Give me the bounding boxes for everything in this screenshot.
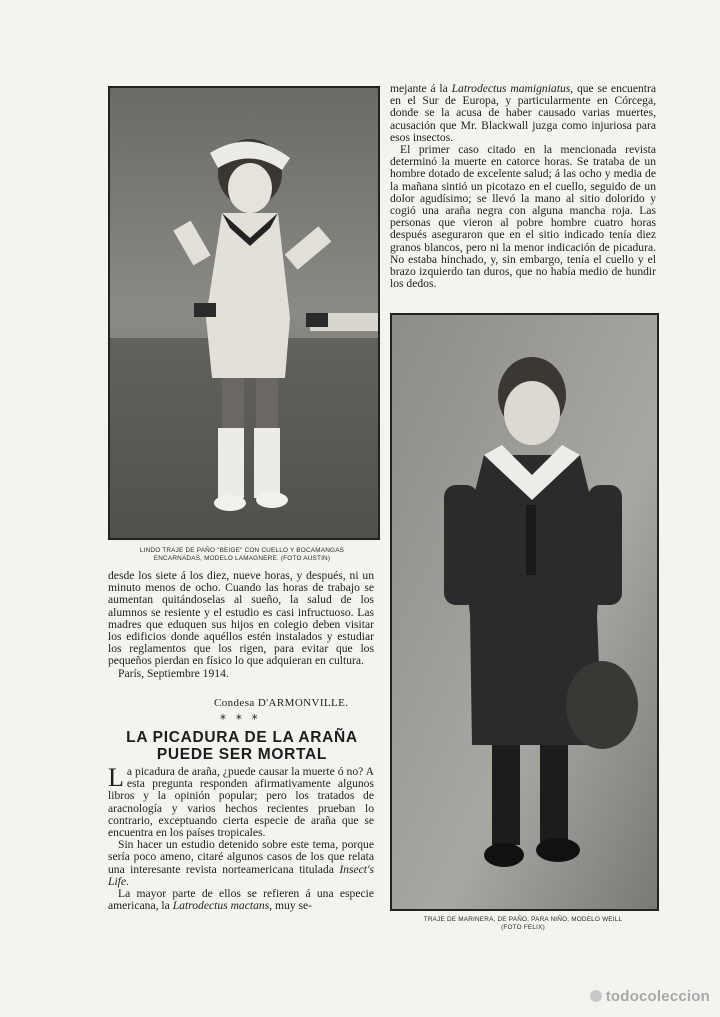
article-body-left (108, 763, 374, 913)
paragraph-schools: desde los siete á los diez, nueve horas, y después, ni un minuto menos de ocho. Cuando las horas de trabajo se aumentan quitándoselas al sueño, la salud de los alumnos se resiente y el estudio es casi infructuoso. Las madres que eduquen sus hijos en colegio deben visitar los edificios donde aquéllos estén instalados y estudiar los reglamentos que los rigen, para evitar que los pequeños pierdan en físico lo que adquieran en cultura. (108, 569, 374, 668)
article-body-right (390, 83, 656, 290)
photo-boy-sailor-suit (390, 313, 659, 911)
boy-caption-line-2: (FOTO FELIX) (501, 924, 545, 931)
paragraph-mamigniatus (390, 83, 656, 144)
boy-caption-line-1: TRAJE DE MARINERA, DE PAÑO, PARA NIÑO, MODELO WEILL (423, 916, 623, 923)
mamigniatus-name: Latrodectus mamigniatus (451, 82, 571, 95)
headline-line-2: PUEDE SER MORTAL (156, 746, 328, 763)
species-name: Latrodectus mactans (172, 899, 270, 913)
drop-cap-letter: L (108, 763, 124, 792)
left-column-text (108, 570, 374, 680)
section-divider-stars: * * * (220, 712, 261, 726)
signature: Condesa D'ARMONVILLE. (214, 697, 349, 709)
species-text-end: , muy se- (269, 899, 313, 913)
intro-text: a picadura de araña, ¿puede causar la muerte ó no? A esta pregunta responden afirmativamente algunos libros y la opinión popular; pero los tratados de aracnología y varios hechos recientes prueban lo contrario, exceptuando cierta especie de araña que se encuentra en los países tropicales. (108, 765, 374, 840)
headline-line-1: LA PICADURA DE LA ARAÑA (126, 729, 358, 746)
watermark-logo-icon (590, 990, 602, 1002)
magazine-text-end: . (126, 874, 129, 888)
mamigniatus-text: mejante á la (390, 82, 452, 95)
species-text: La mayor parte de ellos se refieren á una especie americana, la (108, 887, 374, 913)
mamigniatus-text-end: , que se encuentra en el Sur de Europa, y particularmente en Córcega, donde se la acusa de haber causado varias muertes, acusación que Mr. Blackwall juzga como injuriosa para esos insectos. (390, 82, 656, 144)
watermark-text: todocoleccion (605, 988, 710, 1005)
paragraph-magazine (108, 839, 374, 888)
article-headline (104, 729, 380, 763)
boy-photo-caption (378, 916, 668, 932)
dateline: París, Septiembre 1914. (118, 666, 229, 680)
magazine-text: Sin hacer un estudio detenido sobre este tema, porque sería poco ameno, citaré algunos casos de los que relata una interesante revista norteamericana titulada (108, 838, 374, 876)
photo-girl-beige-dress (108, 86, 380, 540)
paragraph-species (108, 888, 374, 912)
girl-caption-line-1: LINDO TRAJE DE PAÑO "BEIGE" CON CUELLO Y BOCAMANGAS (139, 547, 345, 554)
watermark (590, 988, 710, 1005)
girl-caption-line-2: ENCARNADAS, MODELO LAMAGNERE. (FOTO AUSTIN) (153, 555, 331, 562)
girl-photo-caption (104, 547, 380, 563)
paragraph-intro (108, 763, 374, 840)
paragraph-first-case: El primer caso citado en la mencionada revista determinó la muerte en catorce horas. Se trataba de un hombre dotado de excelente salud; á las ocho y media de la mañana sintió un picotazo en el cuello, seguido de un dolor agudísimo; se llevó la mano al sitio dolorido y cogió una araña negra con alguna mancha roja. Las personas que vieron al pobre hombre cuatro horas después aseguraron que en el sitio indicado tenía diez granos blancos, pero ni la menor indicación de picadura. No estaba hinchado, y, sin embargo, tenía el cuello y el brazo izquierdo tan duros, que no había medio de hundir los dedos. (390, 143, 656, 291)
magazine-title: Insect's Life (108, 862, 374, 888)
